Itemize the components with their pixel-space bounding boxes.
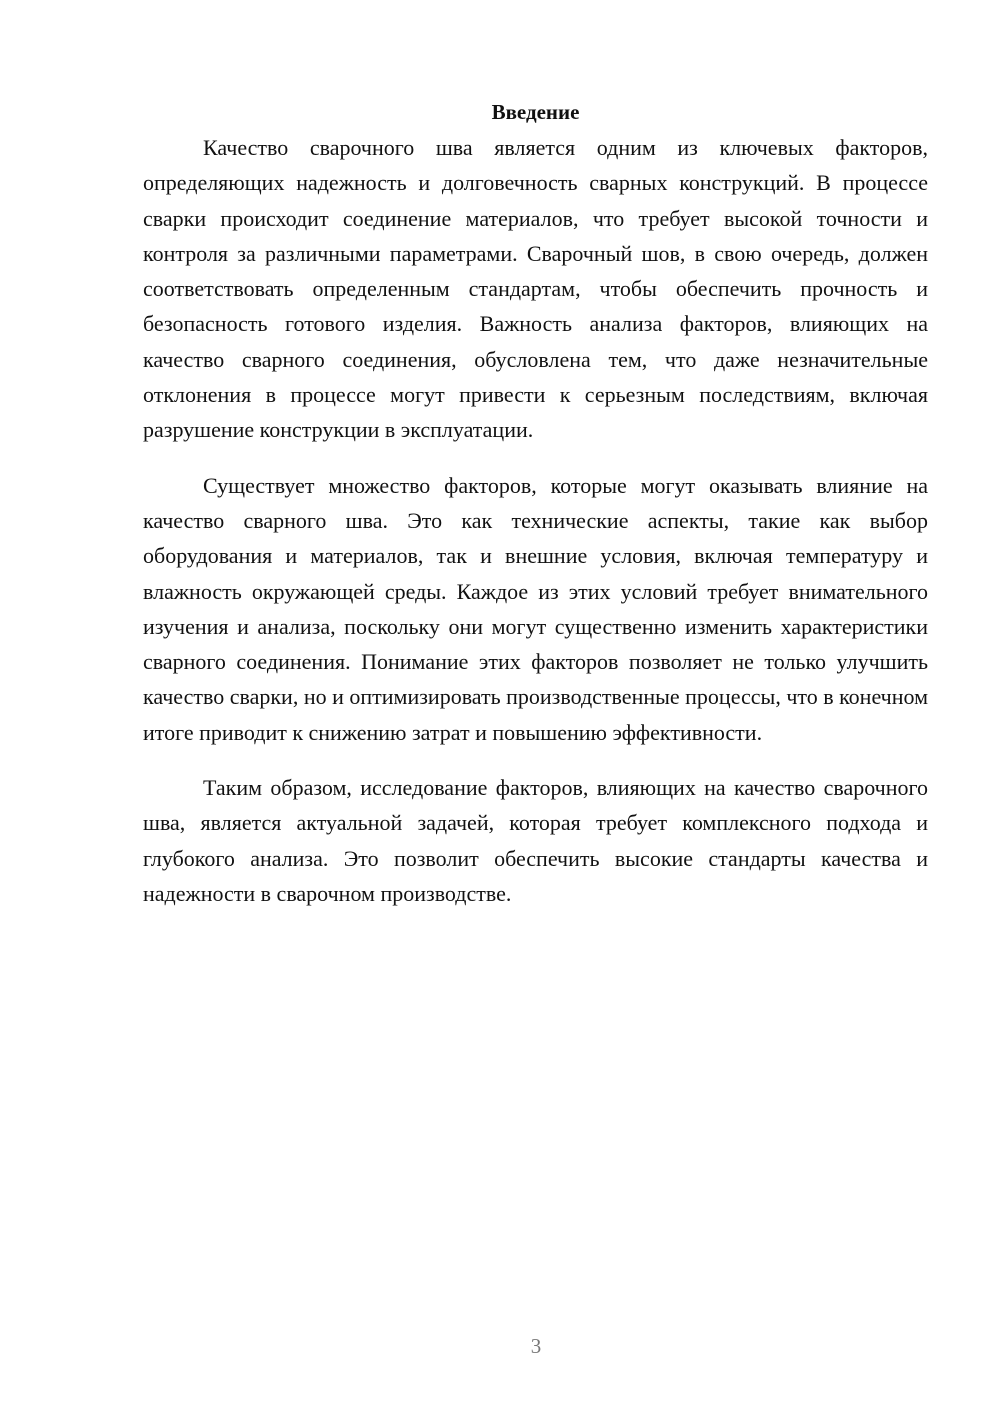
page-number: 3 — [530, 1334, 542, 1358]
paragraph-1: Качество сварочного шва является одним из ключевых факторов, определяющих надежность и долговечность сварных конструкций. В процессе сварки происходит соединение материалов, что требует высокой точности и контроля за различными параметрами. Сварочный шов, в свою очередь, должен соответствовать определенным стандартам, чтобы обеспечить прочность и безопасность готового изделия. Важность анализа факторов, влияющих на качество сварного соединения, обусловлена тем, что даже незначительные отклонения в процессе могут привести к серьезным последствиям, включая разрушение конструкции в эксплуатации. — [143, 135, 928, 443]
paragraph-2: Существует множество факторов, которые могут оказывать влияние на качество сварного шва. Это как технические аспекты, такие как выбор оборудования и материалов, так и внешние условия, включая температуру и влажность окружающей среды. Каждое из этих условий требует внимательного изучения и анализа, поскольку они могут существенно изменить характеристики сварного соединения. Понимание этих факторов позволяет не только улучшить качество сварки, но и оптимизировать производственные процессы, что в конечном итоге приводит к снижению затрат и повышению эффективности. — [143, 472, 929, 745]
page-content — [143, 94, 928, 931]
section-title: Введение — [491, 100, 580, 124]
paragraph-3: Таким образом, исследование факторов, влияющих на качество сварочного шва, является актуальной задачей, которая требует комплексного подхода и глубокого анализа. Это позволит обеспечить высокие стандарты качества и надежности в сварочном производстве. — [143, 775, 928, 906]
